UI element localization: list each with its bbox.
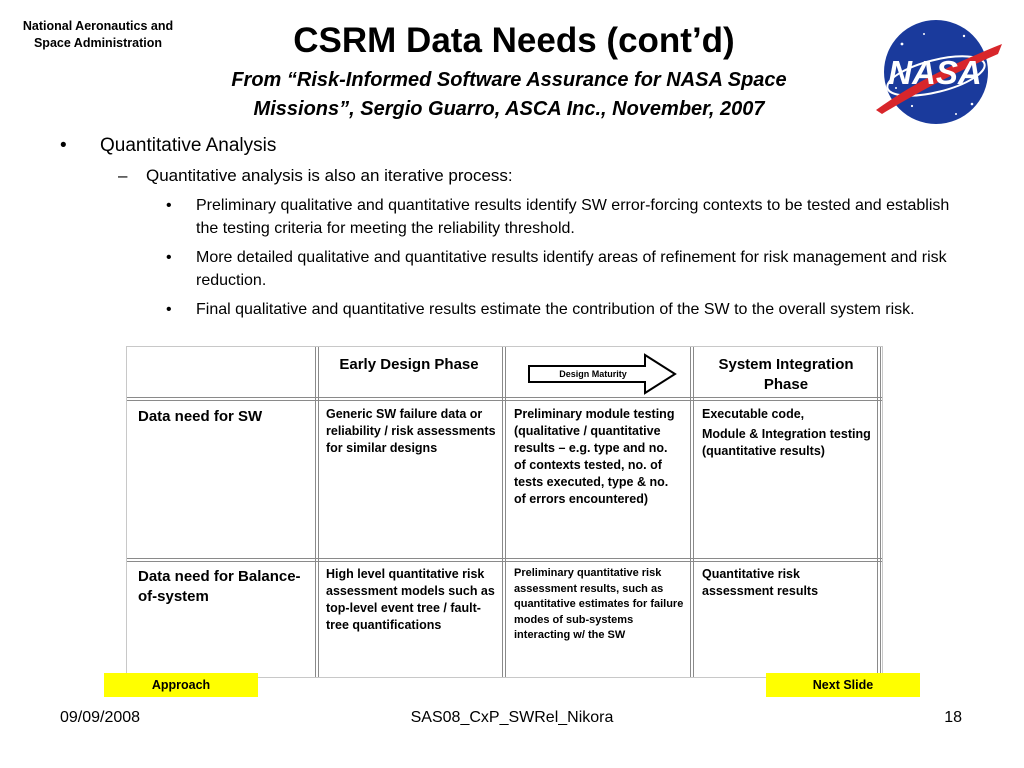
grid-line [690,347,694,677]
grid-line [502,347,506,677]
approach-button[interactable]: Approach [104,673,258,697]
nasa-logo-text: NASA [888,54,982,91]
subtitle-line1: From “Risk-Informed Software Assurance for NASA Space [231,69,787,91]
sub-sub-bullet-text: More detailed qualitative and quantitative results identify areas of refinement for risk management and risk reduction. [196,249,947,289]
bullet-text: Quantitative Analysis [100,135,277,156]
cell-bos-integration: Quantitative risk assessment results [702,567,819,598]
slide-title: CSRM Data Needs (cont’d) [293,21,735,60]
subtitle-line2: Missions”, Sergio Guarro, ASCA Inc., November, 2007 [253,98,765,120]
slide-subtitle [138,66,880,124]
sub-sub-bullet-text: Final qualitative and quantitative results estimate the contribution of the SW to the overall system risk. [196,301,915,318]
grid-line [315,347,319,677]
bullet-marker: • [166,249,172,266]
footer-date: 09/09/2008 [60,709,141,726]
agency-name [8,18,188,52]
column-header-early-design: Early Design Phase [339,356,479,373]
bullet-marker: • [60,135,67,156]
agency-name-line2: Space Administration [33,36,163,50]
cell-sw-early: Generic SW failure data or reliability / risk assessments for similar designs [326,407,496,455]
cell-sw-integration-line2: Module & Integration testing (quantitative results) [702,427,871,458]
column-header-system-integration: System Integration Phase [718,356,854,393]
row-header-balance-of-system: Data need for Balance-of-system [138,568,301,605]
sub-bullet-text: Quantitative analysis is also an iterative process: [146,166,513,185]
footer-page-number: 18 [944,709,962,726]
design-maturity-label: Design Maturity [559,369,627,379]
bullet-marker: • [166,197,172,214]
sub-sub-bullet-text: Preliminary qualitative and quantitative results identify SW error-forcing contexts to be tested and establish the testing criteria for meeting the reliability threshold. [196,197,950,237]
next-slide-button[interactable]: Next Slide [766,673,920,697]
bullet-marker: • [166,301,172,318]
cell-sw-integration-line1: Executable code, [702,407,805,421]
data-needs-matrix [126,346,883,678]
cell-bos-early: High level quantitative risk assessment models such as top-level event tree / fault-tree quantifications [326,567,495,632]
row-header-sw: Data need for SW [138,408,263,425]
cell-sw-integration [702,406,872,460]
grid-line [877,347,881,677]
cell-bos-preliminary: Preliminary quantitative risk assessment results, such as quantitative estimates for failure modes of sub-systems interacting w/ the SW [514,567,684,641]
nasa-logo [872,14,1004,130]
dash-marker: – [118,166,128,185]
footer-presentation-id: SAS08_CxP_SWRel_Nikora [410,709,614,726]
agency-name-line1: National Aeronautics and [22,19,174,33]
cell-sw-preliminary: Preliminary module testing (qualitative / quantitative results – e.g. type and no. of contexts tested, no. of tests executed, type & no. of errors encountered) [514,407,675,506]
